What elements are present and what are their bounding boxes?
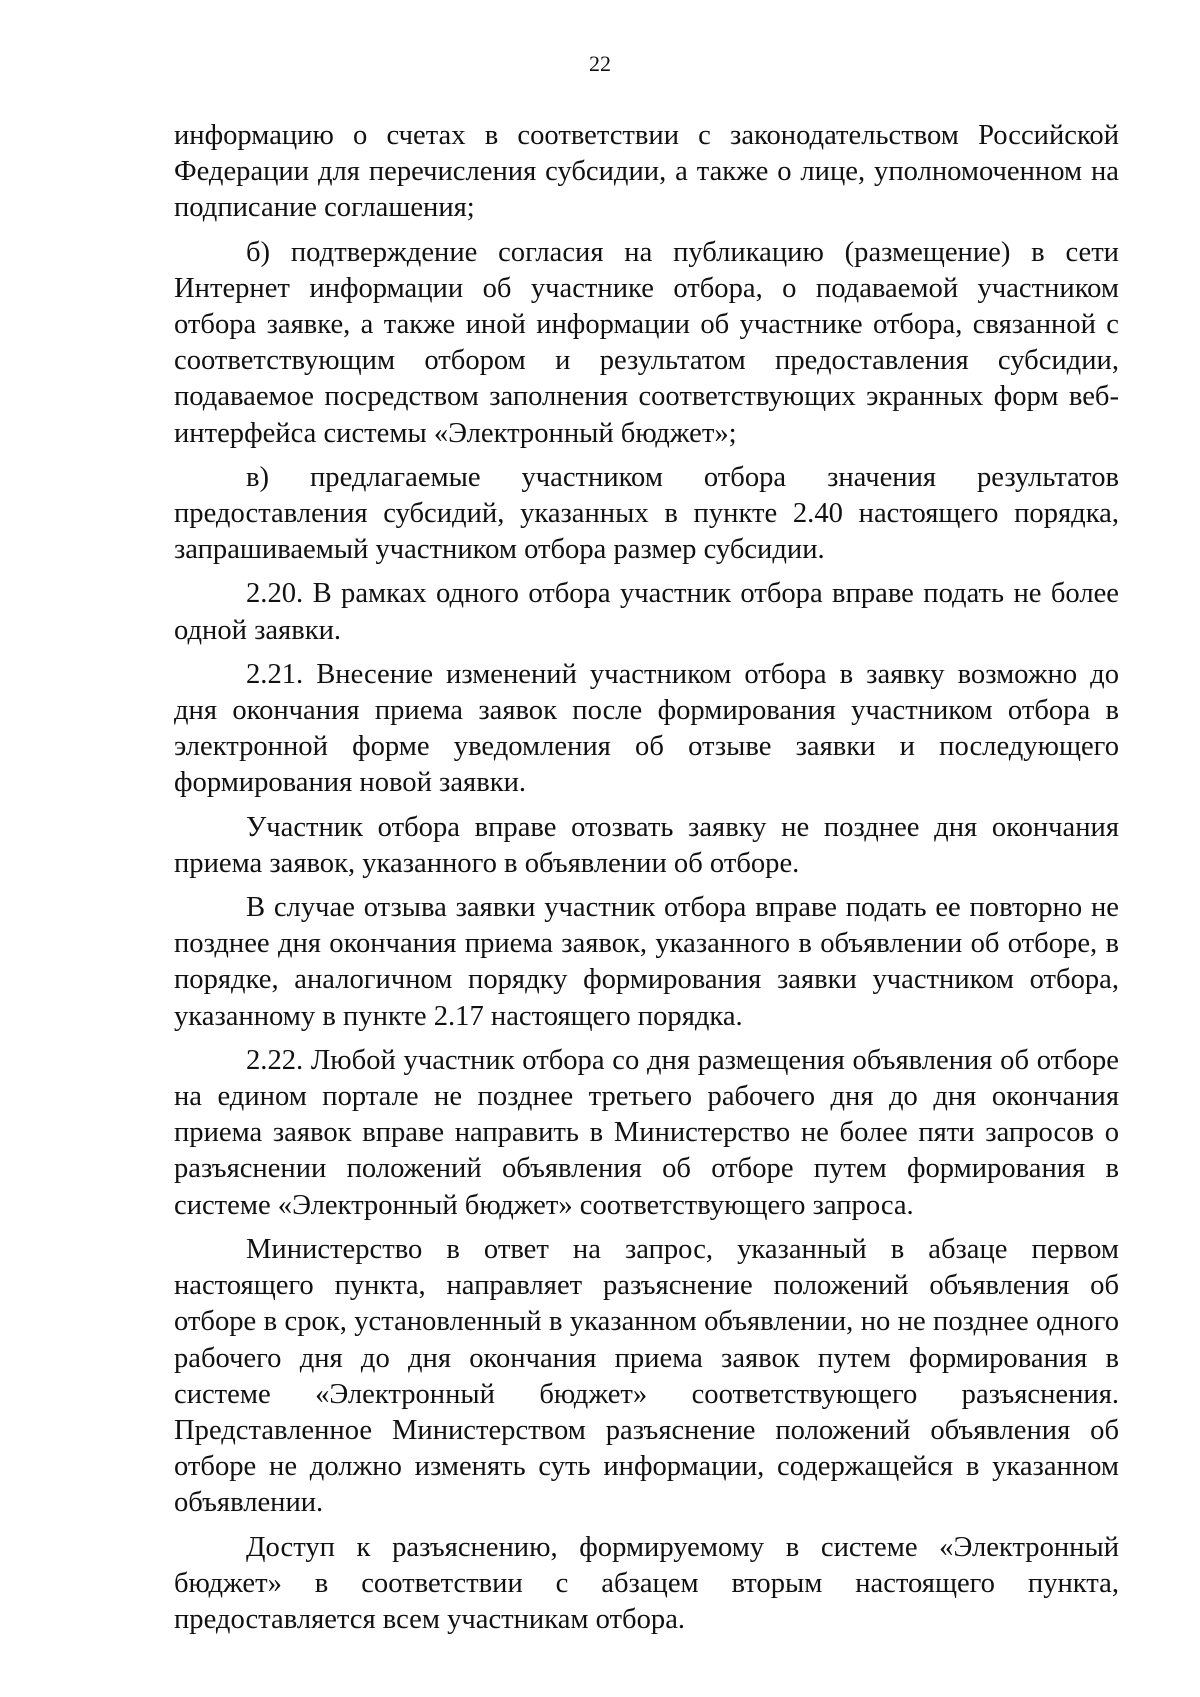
paragraph-resubmit: В случае отзыва заявки участник отбора вправе подать ее повторно не позднее дня окончания приема заявок, указанного в объявлении об отборе, в порядке, аналогичном порядку формирования заявки участником отбора, указанному в пункте 2.17 настоящего порядка. bbox=[174, 892, 1119, 1032]
paragraph-ministry-reply: Министерство в ответ на запрос, указанный в абзаце первом настоящего пункта, направляет разъяснение положений объявления об отборе в срок, установленный в указанном объявлении, но не позднее одного рабочего дня до дня окончания приема заявок путем формирования в системе «Электронный бюджет» соответствующего разъяснения. Представленное Министерством разъяснение положений объявления об отборе не должно изменять суть информации, содержащейся в указанном объявлении. bbox=[174, 1233, 1119, 1519]
paragraph-access: Доступ к разъяснению, формируемому в системе «Электронный бюджет» в соответствии с абзацем вторым настоящего пункта, предоставляется всем участникам отбора. bbox=[174, 1531, 1119, 1635]
paragraph-item-b: б) подтверждение согласия на публикацию (размещение) в сети Интернет информации об участнике отбора, о подаваемой участником отбора заявке, а также иной информации об участнике отбора, связанной с соответствующим отбором и результатом предоставления субсидии, подаваемое посредством заполнения соответствующих экранных форм веб-интерфейса системы «Электронный бюджет»; bbox=[174, 236, 1119, 449]
paragraph-2-22: 2.22. Любой участник отбора со дня размещения объявления об отборе на едином портале не позднее третьего рабочего дня до дня окончания приема заявок вправе направить в Министерство не более пяти запросов о разъяснении положений объявления об отборе путем формирования в системе «Электронный бюджет» соответствующего запроса. bbox=[174, 1044, 1119, 1221]
paragraph-2-21: 2.21. Внесение изменений участником отбора в заявку возможно до дня окончания приема заявок после формирования участником отбора в электронной форме уведомления об отзыве заявки и последующего формирования новой заявки. bbox=[174, 658, 1119, 799]
paragraph-withdraw: Участник отбора вправе отозвать заявку не позднее дня окончания приема заявок, указанного в объявлении об отборе. bbox=[174, 811, 1119, 879]
paragraph-2-20: 2.20. В рамках одного отбора участник отбора вправе подать не более одной заявки. bbox=[174, 578, 1119, 646]
paragraph-continuation: информацию о счетах в соответствии с законодательством Российской Федерации для перечисления субсидии, а также о лице, уполномоченном на подписание соглашения; bbox=[174, 120, 1119, 224]
document-body bbox=[174, 118, 1119, 1638]
paragraph-item-v: в) предлагаемые участником отбора значения результатов предоставления субсидий, указанных в пункте 2.40 настоящего порядка, запрашиваемый участником отбора размер субсидии. bbox=[174, 461, 1119, 566]
page-number: 22 bbox=[589, 51, 611, 76]
